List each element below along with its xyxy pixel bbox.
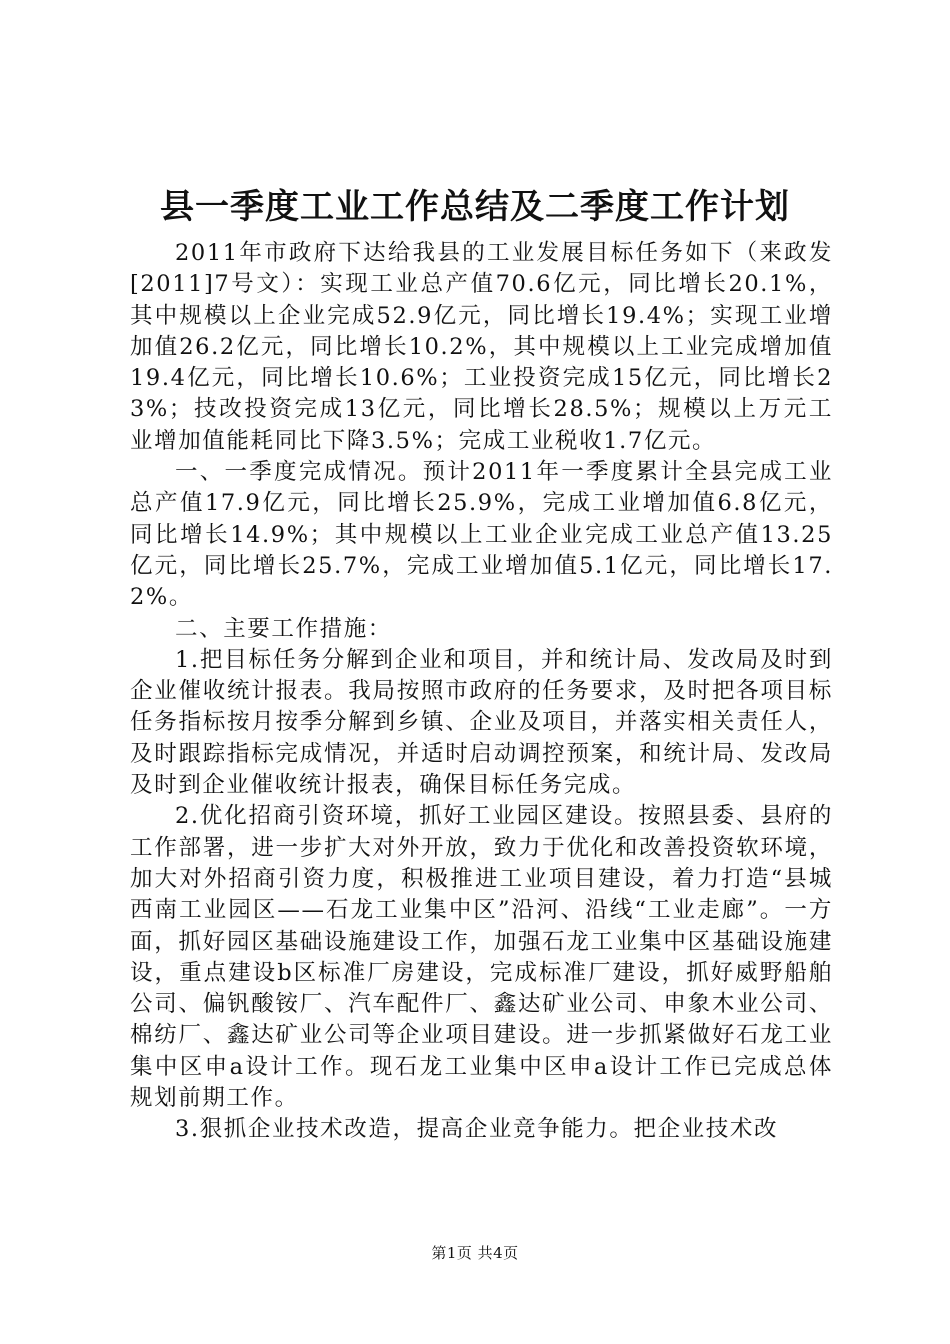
paragraph-measures-heading: 二、主要工作措施： [175, 615, 392, 642]
page-number-footer: 第1页 共4页 [431, 1244, 519, 1262]
paragraph-measure-1: 1.把目标任务分解到企业和项目，并和统计局、发改局及时到企业催收统计报表。我局按照市政府的任务要求，及时把各项目标任务指标按月按季分解到乡镇、企业及项目，并落实相关责任人，及时跟踪指标完成情况，并适时启动调控预案，和统计局、发改局及时到企业催收统计报表，确保目标任务完成。 [130, 646, 833, 799]
paragraph-measure-3: 3.狠抓企业技术改造，提高企业竞争能力。把企业技术改 [175, 1116, 779, 1143]
paragraph-targets: 2011年市政府下达给我县的工业发展目标任务如下（来政发[2011]7号文）：实现工业总产值70.6亿元，同比增长20.1%，其中规模以上企业完成52.9亿元，同比增长19.4%；实现工业增加值26.2亿元，同比增长10.2%，其中规模以上工业完成增加值19.4亿元，同比增长10.6%；工业投资完成15亿元，同比增长23%；技改投资完成13亿元，同比增长28.5%；规模以上万元工业增加值能耗同比下降3.5%；完成工业税收1.7亿元。 [130, 240, 833, 454]
document-title: 县一季度工业工作总结及二季度工作计划 [160, 187, 790, 227]
paragraph-q1-results: 一、一季度完成情况。预计2011年一季度累计全县完成工业总产值17.9亿元，同比增长25.9%，完成工业增加值6.8亿元，同比增长14.9%；其中规模以上工业企业完成工业总产值13.25亿元，同比增长25.7%，完成工业增加值5.1亿元，同比增长17.2%。 [130, 459, 833, 611]
paragraph-measure-2: 2.优化招商引资环境，抓好工业园区建设。按照县委、县府的工作部署，进一步扩大对外开放，致力于优化和改善投资软环境，加大对外招商引资力度，积极推进工业项目建设，着力打造“县城西南工业园区——石龙工业集中区”沿河、沿线“工业走廊”。一方面，抓好园区基础设施建设工作，加强石龙工业集中区基础设施建设，重点建设b区标准厂房建设，完成标准厂建设，抓好威野船舶公司、偏钒酸铵厂、汽车配件厂、鑫达矿业公司、申象木业公司、棉纺厂、鑫达矿业公司等企业项目建设。进一步抓紧做好石龙工业集中区申a设计工作。现石龙工业集中区申a设计工作已完成总体规划前期工作。 [130, 803, 833, 1112]
document-body [130, 238, 833, 1146]
